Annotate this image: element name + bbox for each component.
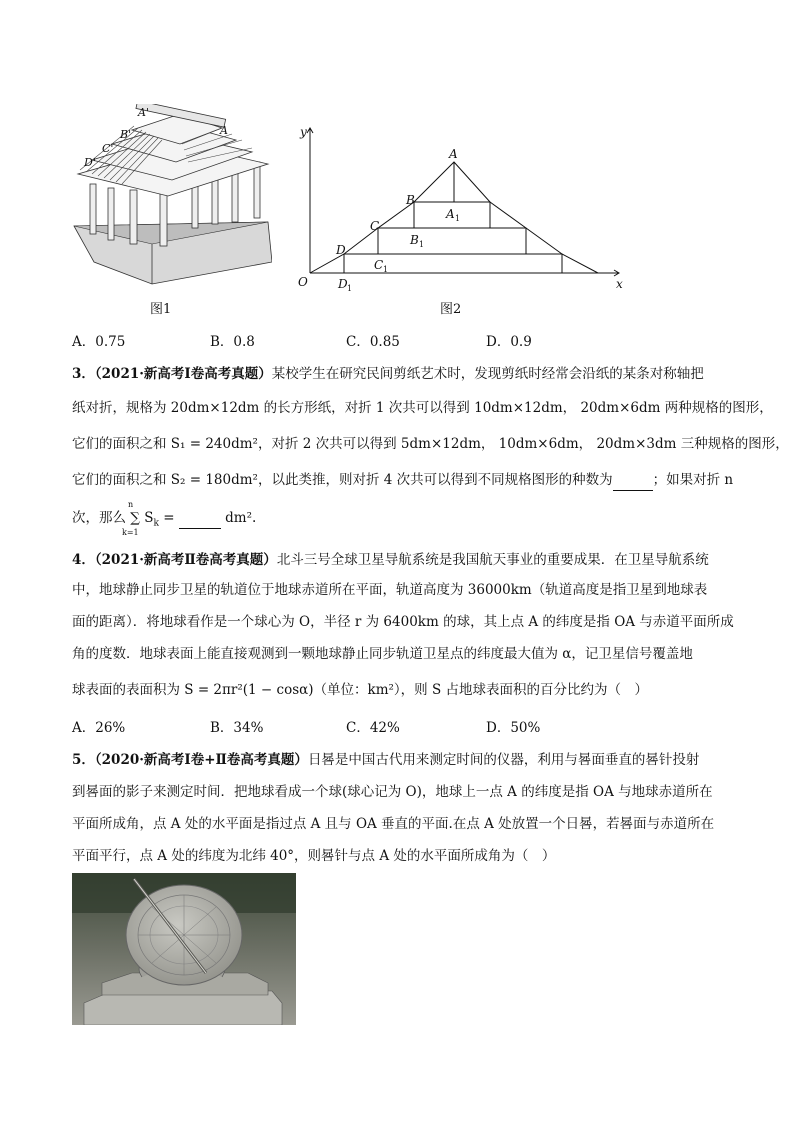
q2-option-c: C．0.85	[346, 334, 400, 350]
q5-line-1	[72, 750, 722, 770]
q3-answer-blank-2	[179, 508, 221, 529]
fig2-label-d1: D	[338, 277, 348, 291]
q5-line-4: 平面平行，点 A 处的纬度为北纬 40°，则晷针与点 A 处的水平面所成角为（ ）	[72, 848, 556, 864]
q3-number: 3．	[72, 366, 95, 382]
q3-source: （2021·新高考Ⅰ卷高考真题）	[94, 366, 272, 382]
q3-sum-upper: n	[128, 500, 134, 509]
q4-line-3: 面的距离）．将地球看作是一个球心为 O，半径 r 为 6400km 的球，其上点 A 的纬度是指 OA 与赤道平面所成	[72, 614, 734, 630]
q2-option-d: D．0.9	[486, 334, 532, 350]
q5-source: （2020·新高考Ⅰ卷+Ⅱ卷高考真题）	[94, 752, 308, 768]
q4-source: （2021·新高考Ⅱ卷高考真题）	[94, 552, 277, 568]
q3-line-5	[72, 508, 722, 534]
q3-text-1: 某校学生在研究民间剪纸艺术时，发现剪纸时经常会沿纸的某条对称轴把	[271, 366, 704, 382]
q3-line-4	[72, 470, 734, 491]
fig1-label-d-prime: D'	[84, 156, 96, 169]
q2-option-a: A．0.75	[72, 334, 126, 350]
q3-answer-blank-1	[613, 470, 653, 491]
fig2-label-d: D	[336, 243, 346, 257]
fig2-label-b: B	[406, 193, 415, 207]
fig2-sub-c1: 1	[383, 265, 389, 274]
figure-1-building-frame	[72, 104, 272, 292]
q4-text-1: 北斗三号全球卫星导航系统是我国航天事业的重要成果．在卫星导航系统	[276, 552, 709, 568]
fig1-label-a: A	[220, 124, 228, 137]
fig2-label-c1: C	[374, 258, 384, 272]
q3-text-5a: 次，那么 ∑ S	[72, 510, 154, 526]
q4-option-c: C．42%	[346, 720, 400, 736]
fig2-label-a1: A	[446, 207, 455, 221]
q5-number: 5．	[72, 752, 95, 768]
fig1-label-c-prime: C'	[102, 142, 114, 155]
q3-text-4a: 它们的面积之和 S₂ = 180dm²，以此类推，则对折 4 次共可以得到不同规格图形的种数为	[72, 472, 613, 488]
q2-option-b: B．0.8	[210, 334, 255, 350]
q3-sum-lower: k=1	[122, 528, 139, 537]
fig2-label-y: y	[300, 125, 307, 139]
q4-number: 4．	[72, 552, 95, 568]
figure-1-caption: 图1	[150, 302, 172, 317]
fig1-label-a-prime: A'	[138, 106, 149, 119]
sundial-photo	[72, 873, 296, 1025]
figure-2-diagram	[294, 118, 634, 293]
q5-line-3: 平面所成角，点 A 处的水平面是指过点 A 且与 OA 垂直的平面.在点 A 处放置一个日晷，若晷面与赤道所在	[72, 816, 715, 832]
fig2-sub-d1: 1	[347, 284, 353, 293]
q5-line-2: 到晷面的影子来测定时间．把地球看成一个球(球心记为 O)，地球上一点 A 的纬度是指 OA 与地球赤道所在	[72, 784, 713, 800]
q4-line-4: 角的度数．地球表面上能直接观测到一颗地球静止同步轨道卫星点的纬度最大值为 α，记卫星信号覆盖地	[72, 646, 693, 662]
fig2-sub-a1: 1	[455, 214, 461, 223]
fig2-label-c: C	[370, 219, 380, 233]
q4-line-1	[72, 550, 722, 570]
q3-text-5c: =	[158, 510, 175, 526]
fig2-label-x: x	[616, 277, 623, 291]
q5-text-1: 日晷是中国古代用来测定时间的仪器，利用与晷面垂直的晷针投射	[307, 752, 700, 768]
q4-option-d: D．50%	[486, 720, 541, 736]
q3-line-3: 它们的面积之和 S₁ = 240dm²，对折 2 次共可以得到 5dm×12dm， 10dm×6dm， 20dm×3dm 三种规格的图形，	[72, 436, 789, 452]
q3-line-1	[72, 364, 722, 384]
q4-option-b: B．34%	[210, 720, 264, 736]
figure-2-caption: 图2	[440, 302, 462, 317]
q4-line-2: 中，地球静止同步卫星的轨道位于地球赤道所在平面，轨道高度为 36000km（轨道高度是指卫星到地球表	[72, 582, 708, 598]
q3-line-2: 纸对折，规格为 20dm×12dm 的长方形纸，对折 1 次共可以得到 10dm×12dm， 20dm×6dm 两种规格的图形，	[72, 400, 773, 416]
fig2-sub-b1: 1	[419, 240, 425, 249]
q4-line-5: 球表面的表面积为 S = 2πr²(1 − cosα)（单位：km²），则 S 占地球表面积的百分比约为（ ）	[72, 682, 648, 698]
fig2-label-b1: B	[410, 233, 419, 247]
fig2-label-a: A	[449, 147, 458, 161]
q3-text-5d: dm².	[225, 510, 257, 526]
q3-sub-k: k	[153, 518, 159, 529]
q4-option-a: A．26%	[72, 720, 126, 736]
fig1-label-b-prime: B'	[120, 128, 132, 141]
q3-text-4b: ；如果对折 n	[652, 472, 734, 488]
fig2-label-o: O	[298, 275, 308, 289]
